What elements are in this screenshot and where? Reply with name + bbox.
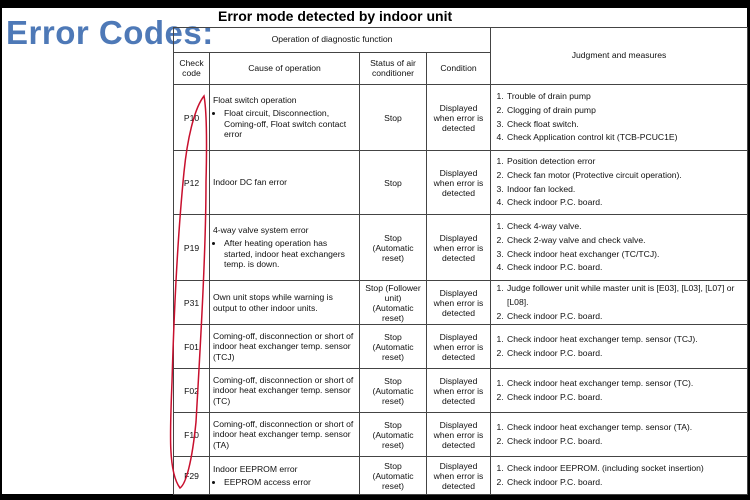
measure-item: 1. Judge follower unit while master unit is [E03], [L03], [L07] or [L08]. bbox=[506, 282, 744, 310]
status-cell: Stop bbox=[360, 85, 427, 151]
measure-item: 4. Check indoor P.C. board. bbox=[506, 261, 744, 275]
measure-item: 2. Check indoor P.C. board. bbox=[506, 310, 744, 324]
table-row bbox=[174, 281, 748, 325]
check-code-cell: F10 bbox=[174, 413, 210, 457]
cause-text: Coming-off, disconnection or short of indoor heat exchanger temp. sensor (TCJ) bbox=[213, 330, 354, 363]
measures-cell bbox=[491, 369, 748, 413]
condition-cell: Displayed when error is detected bbox=[427, 413, 491, 457]
cause-text: Coming-off, disconnection or short of indoor heat exchanger temp. sensor (TA) bbox=[213, 418, 354, 451]
cause-bullet: • After heating operation has started, indoor heat exchangers temp. is down. bbox=[224, 238, 356, 270]
measure-item: 1. Trouble of drain pump bbox=[506, 90, 744, 104]
condition-cell: Displayed when error is detected bbox=[427, 369, 491, 413]
cause-cell bbox=[210, 457, 360, 495]
measures-cell bbox=[491, 151, 748, 215]
table-row bbox=[174, 325, 748, 369]
measures-cell bbox=[491, 85, 748, 151]
measure-item: 1. Check indoor heat exchanger temp. sensor (TC). bbox=[506, 377, 744, 391]
measure-item: 3. Check indoor heat exchanger (TC/TCJ). bbox=[506, 248, 744, 262]
measures-cell bbox=[491, 281, 748, 325]
status-cell: Stop (Automatic reset) bbox=[360, 413, 427, 457]
table-row bbox=[174, 215, 748, 281]
condition-cell: Displayed when error is detected bbox=[427, 85, 491, 151]
cause-cell bbox=[210, 85, 360, 151]
cause-bullet: • Float circuit, Disconnection, Coming-off, Float switch contact error bbox=[224, 108, 356, 140]
table-row bbox=[174, 151, 748, 215]
condition-header: Condition bbox=[427, 53, 491, 85]
measure-item: 1. Check indoor heat exchanger temp. sensor (TCJ). bbox=[506, 333, 744, 347]
status-cell: Stop (Automatic reset) bbox=[360, 369, 427, 413]
table-row bbox=[174, 457, 748, 495]
cause-bullet: • EEPROM access error bbox=[224, 477, 356, 488]
document-title: Error mode detected by indoor unit bbox=[218, 8, 453, 24]
measures-cell bbox=[491, 325, 748, 369]
cause-cell bbox=[210, 325, 360, 369]
measure-item: 1. Check indoor heat exchanger temp. sensor (TA). bbox=[506, 421, 744, 435]
error-code-table bbox=[173, 27, 748, 495]
cause-cell bbox=[210, 369, 360, 413]
cause-bullets bbox=[213, 238, 356, 270]
headline: Error Codes: bbox=[6, 14, 214, 51]
measure-item: 2. Clogging of drain pump bbox=[506, 104, 744, 118]
table-row bbox=[174, 413, 748, 457]
cause-text: Indoor DC fan error bbox=[213, 177, 288, 188]
measure-item: 3. Check float switch. bbox=[506, 118, 744, 132]
hand-drawn-annotation bbox=[166, 92, 210, 492]
condition-cell: Displayed when error is detected bbox=[427, 281, 491, 325]
cause-text: Own unit stops while warning is output to other indoor units. bbox=[213, 291, 333, 313]
status-cell: Stop bbox=[360, 151, 427, 215]
table-row bbox=[174, 369, 748, 413]
top-frame-bar bbox=[0, 0, 750, 8]
measures-cell bbox=[491, 457, 748, 495]
cause-cell bbox=[210, 215, 360, 281]
condition-cell: Displayed when error is detected bbox=[427, 457, 491, 495]
cause-text: Coming-off, disconnection or short of indoor heat exchanger temp. sensor (TC) bbox=[213, 374, 354, 407]
measure-item: 1. Check indoor EEPROM. (including socket insertion) bbox=[506, 462, 744, 476]
cause-cell bbox=[210, 151, 360, 215]
measure-item: 2. Check 2-way valve and check valve. bbox=[506, 234, 744, 248]
status-cell: Stop (Automatic reset) bbox=[360, 215, 427, 281]
check-code-header: Check code bbox=[174, 53, 210, 85]
check-code-cell: F29 bbox=[174, 457, 210, 495]
group-header: Operation of diagnostic function bbox=[174, 28, 491, 53]
condition-cell: Displayed when error is detected bbox=[427, 151, 491, 215]
check-code-cell: F02 bbox=[174, 369, 210, 413]
measure-item: 1. Position detection error bbox=[506, 155, 744, 169]
cause-cell bbox=[210, 281, 360, 325]
condition-cell: Displayed when error is detected bbox=[427, 215, 491, 281]
check-code-cell: P31 bbox=[174, 281, 210, 325]
condition-cell: Displayed when error is detected bbox=[427, 325, 491, 369]
status-cell: Stop (Automatic reset) bbox=[360, 457, 427, 495]
check-code-cell: P10 bbox=[174, 85, 210, 151]
status-header: Status of air conditioner bbox=[360, 53, 427, 85]
cause-cell bbox=[210, 413, 360, 457]
measure-item: 1. Check 4-way valve. bbox=[506, 220, 744, 234]
measures-cell bbox=[491, 215, 748, 281]
status-cell: Stop (Follower unit) (Automatic reset) bbox=[360, 281, 427, 325]
cause-text: Indoor EEPROM error bbox=[213, 464, 298, 475]
left-frame-edge bbox=[0, 0, 2, 500]
measure-item: 2. Check indoor P.C. board. bbox=[506, 347, 744, 361]
measure-item: 3. Indoor fan locked. bbox=[506, 183, 744, 197]
measures-cell bbox=[491, 413, 748, 457]
measure-item: 4. Check indoor P.C. board. bbox=[506, 196, 744, 210]
measure-item: 2. Check fan motor (Protective circuit operation). bbox=[506, 169, 744, 183]
judgment-header: Judgment and measures bbox=[491, 28, 748, 85]
cause-text: Float switch operation bbox=[213, 95, 297, 106]
measure-item: 2. Check indoor P.C. board. bbox=[506, 391, 744, 405]
check-code-cell: P19 bbox=[174, 215, 210, 281]
cause-header: Cause of operation bbox=[210, 53, 360, 85]
check-code-cell: F01 bbox=[174, 325, 210, 369]
measure-item: 2. Check indoor P.C. board. bbox=[506, 476, 744, 490]
cause-text: 4-way valve system error bbox=[213, 225, 309, 236]
cause-bullets bbox=[213, 108, 356, 140]
measure-item: 4. Check Application control kit (TCB-PCUC1E) bbox=[506, 131, 744, 145]
measure-item: 2. Check indoor P.C. board. bbox=[506, 435, 744, 449]
cause-bullets bbox=[213, 477, 356, 488]
check-code-cell: P12 bbox=[174, 151, 210, 215]
status-cell: Stop (Automatic reset) bbox=[360, 325, 427, 369]
table-row bbox=[174, 85, 748, 151]
